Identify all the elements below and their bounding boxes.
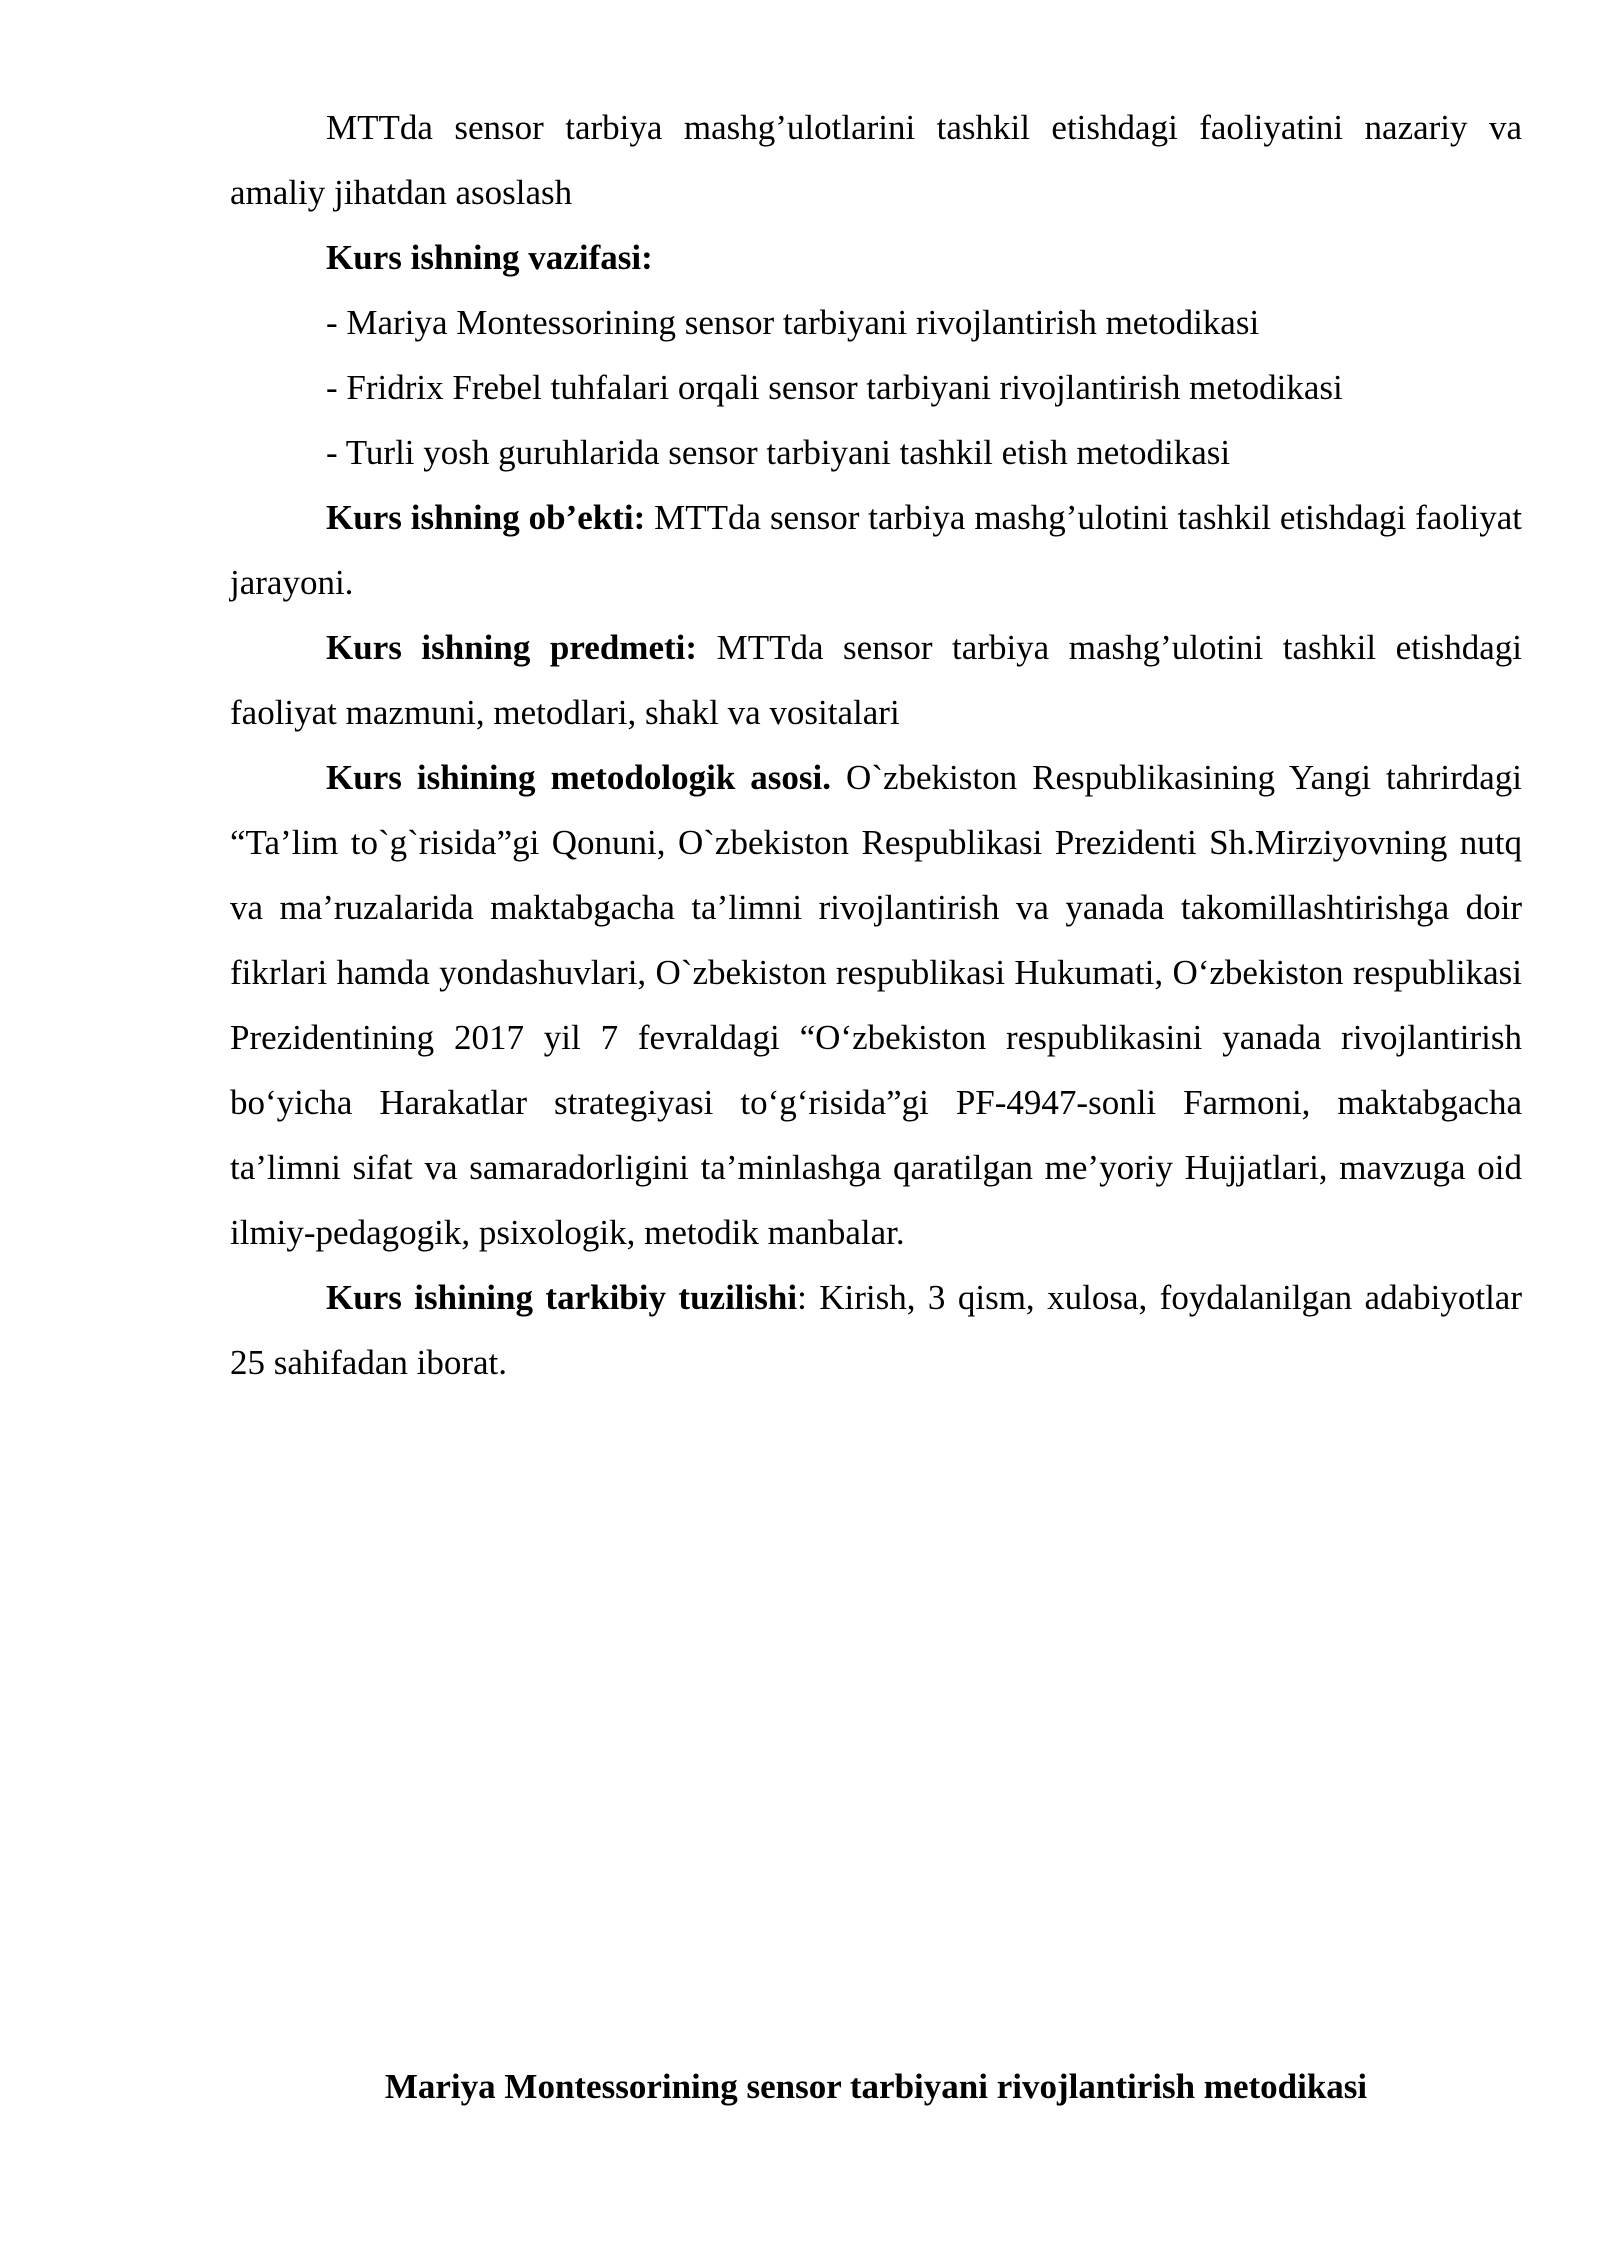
tasks-heading-label: Kurs ishning vazifasi: [326, 238, 653, 277]
subject-paragraph [230, 615, 1522, 745]
subject-text: MTTda sensor tarbiya mashg’ulotini tashkil etishdagi faoliyat mazmuni, metodlari, shakl va vositalari [230, 628, 1522, 732]
intro-paragraph: MTTda sensor tarbiya mashg’ulotlarini tashkil etishdagi faoliyatini nazariy va amaliy jihatdan asoslash [230, 108, 1522, 212]
section-title: Mariya Montessorining sensor tarbiyani rivojlantirish metodikasi [384, 2067, 1368, 2106]
task-item: - Turli yosh guruhlarida sensor tarbiyani tashkil etish metodikasi [326, 433, 1231, 472]
task-item: - Mariya Montessorining sensor tarbiyani rivojlantirish metodikasi [326, 303, 1260, 342]
structure-label: Kurs ishining tarkibiy tuzilishi [326, 1278, 798, 1317]
object-paragraph [230, 485, 1522, 615]
methodology-label: Kurs ishining metodologik asosi. [326, 758, 832, 797]
structure-paragraph [230, 1265, 1522, 1395]
methodology-paragraph [230, 745, 1522, 1265]
object-text: MTTda sensor tarbiya mashg’ulotini tashkil etishdagi faoliyat jarayoni. [230, 498, 1522, 602]
methodology-text: O`zbekiston Respublikasining Yangi tahrirdagi “Ta’lim to`g`risida”gi Qonuni, O`zbekiston Respublikasi Prezidenti Sh.Mirziyovning nutq va ma’ruzalarida maktabgacha ta’limni rivojlantirish va yanada takomillashtirishga doir fikrlari hamda yondashuvlari, O`zbekiston respublikasi Hukumati, O‘zbekiston respublikasi Prezidentining 2017 yil 7 fevraldagi “O‘zbekiston respublikasini yanada rivojlantirish bo‘yicha Harakatlar strategiyasi to‘g‘risida”gi PF-4947-sonli Farmoni, maktabgacha ta’limni sifat va samaradorligini ta’minlashga qaratilgan me’yoriy Hujjatlari, mavzuga oid ilmiy-pedagogik, psixologik, metodik manbalar. [230, 758, 1522, 1252]
structure-text: : Kirish, 3 qism, xulosa, foydalanilgan adabiyotlar 25 sahifadan iborat. [230, 1278, 1522, 1382]
tasks-heading [230, 225, 1522, 290]
document-body [230, 95, 1522, 1395]
subject-label: Kurs ishning predmeti: [326, 628, 698, 667]
object-label: Kurs ishning ob’ekti: [326, 498, 646, 537]
task-item: - Fridrix Frebel tuhfalari orqali sensor tarbiyani rivojlantirish metodikasi [326, 368, 1343, 407]
